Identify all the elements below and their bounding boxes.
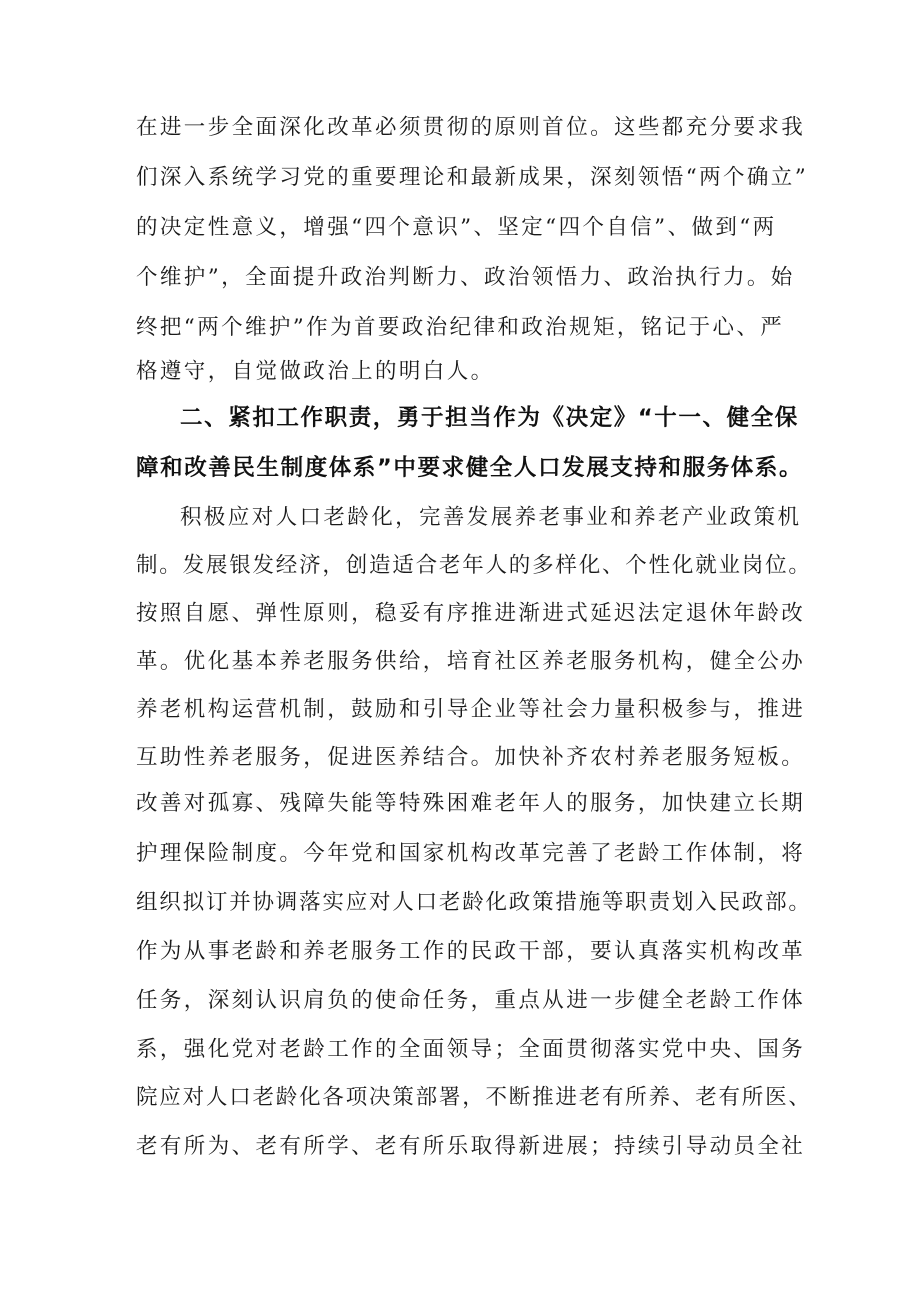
section-heading-line-1: 二、紧扣工作职责，勇于担当作为《决定》“十一、健全保 xyxy=(180,405,799,431)
paragraph-2-line-12: 系，强化党对老龄工作的全面领导；全面贯彻落实党中央、国务 xyxy=(136,1037,806,1062)
paragraph-2-line-2: 制。发展银发经济，创造适合老年人的多样化、个性化就业岗位。 xyxy=(136,553,812,578)
paragraph-2-line-10: 作为从事老龄和养老服务工作的民政干部，要认真落实机构改革 xyxy=(136,939,806,964)
paragraph-1-line-2: 们深入系统学习党的重要理论和最新成果，深刻领悟“两个确立” xyxy=(136,165,809,190)
paragraph-2-line-3: 按照自愿、弹性原则，稳妥有序推进渐进式延迟法定退休年龄改 xyxy=(136,601,806,626)
paragraph-2-line-8: 护理保险制度。今年党和国家机构改革完善了老龄工作体制，将 xyxy=(136,841,806,866)
paragraph-1-line-5: 终把“两个维护”作为首要政治纪律和政治规矩，铭记于心、严 xyxy=(136,315,785,340)
paragraph-2-line-4: 革。优化基本养老服务供给，培育社区养老服务机构，健全公办 xyxy=(136,649,806,674)
paragraph-1-line-6: 格遵守，自觉做政治上的明白人。 xyxy=(136,359,495,384)
paragraph-2-line-7: 改善对孤寡、残障失能等特殊困难老年人的服务，加快建立长期 xyxy=(136,791,806,816)
paragraph-1-line-4: 个维护”，全面提升政治判断力、政治领悟力、政治执行力。始 xyxy=(136,265,795,290)
paragraph-2-line-13: 院应对人口老龄化各项决策部署，不断推进老有所养、老有所医、 xyxy=(136,1085,812,1110)
paragraph-1-line-3: 的决定性意义，增强“四个意识”、坚定“四个自信”、做到“两 xyxy=(136,215,777,240)
paragraph-2-line-11: 任务，深刻认识肩负的使命任务，重点从进一步健全老龄工作体 xyxy=(136,988,806,1013)
paragraph-2-line-1: 积极应对人口老龄化，完善发展养老事业和养老产业政策机 xyxy=(180,505,802,530)
paragraph-1-line-1: 在进一步全面深化改革必须贯彻的原则首位。这些都充分要求我 xyxy=(136,115,806,140)
paragraph-2-line-9: 组织拟订并协调落实应对人口老龄化政策措施等职责划入民政部。 xyxy=(136,890,812,915)
section-heading-line-2: 障和改善民生制度体系”中要求健全人口发展支持和服务体系。 xyxy=(136,455,804,481)
paragraph-2-line-5: 养老机构运营机制，鼓励和引导企业等社会力量积极参与，推进 xyxy=(136,697,806,722)
paragraph-2-line-14: 老有所为、老有所学、老有所乐取得新进展；持续引导动员全社 xyxy=(136,1134,806,1159)
paragraph-2-line-6: 互助性养老服务，促进医养结合。加快补齐农村养老服务短板。 xyxy=(136,745,806,770)
